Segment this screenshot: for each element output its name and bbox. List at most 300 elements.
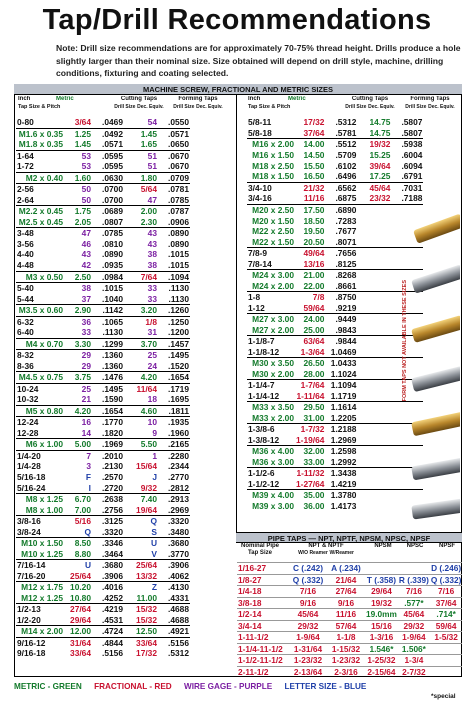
table-row — [16, 239, 190, 250]
cutting-drill: 3.75 — [64, 372, 94, 384]
inch-size: 10-24 — [16, 383, 64, 394]
table-row — [247, 117, 423, 128]
inch-size: 5/8-11 — [248, 117, 272, 128]
pipe-size: 1-1/4-11-1/2 — [237, 643, 289, 655]
pipe-drill: 1-3/4 — [398, 655, 430, 667]
table-row — [247, 128, 423, 139]
forming-drill — [363, 215, 393, 226]
inch-size: 3/4-16 — [248, 193, 272, 204]
inch-size: 3/8-24 — [17, 526, 41, 537]
table-row — [16, 350, 190, 361]
form-taps-note: FORM TAPS NOT AVAILABLE IN THESE SIZES — [402, 280, 408, 402]
table-row — [247, 281, 423, 292]
cutting-drill: 29/64 — [70, 614, 91, 625]
table-row — [247, 259, 423, 270]
inch-size: 3-48 — [16, 228, 64, 239]
col-forming: Forming Taps Drill Size Dec. Equiv. — [173, 96, 223, 110]
forming-decimal: .1200 — [168, 327, 189, 338]
pipe-size: 1/8-27 — [237, 574, 289, 586]
pipe-drill: 1-9/64 — [398, 632, 430, 644]
cutting-decimal: .1820 — [102, 427, 123, 438]
table-row — [16, 316, 190, 327]
table-row — [16, 417, 190, 428]
cutting-decimal: .2130 — [102, 461, 123, 472]
forming-drill: 18 — [147, 394, 157, 405]
inch-size: 1-1/4-7 — [247, 380, 295, 391]
forming-drill: 2.30 — [140, 216, 157, 227]
forming-drill: Q — [130, 516, 160, 527]
table-row — [16, 637, 190, 648]
cutting-drill: 7/8 — [295, 292, 327, 303]
metric-size: M22 x 1.50 — [252, 236, 294, 247]
cutting-drill: 10.20 — [64, 582, 94, 593]
forming-decimal: .0670 — [160, 150, 190, 161]
inch-size: 0-80 — [17, 117, 34, 127]
forming-drill: 51 — [130, 150, 160, 161]
cutting-decimal: .1495 — [94, 383, 124, 394]
pipe-drill: C (.242) — [289, 563, 327, 575]
table-row — [247, 490, 423, 501]
pipe-drill — [430, 666, 462, 677]
forming-drill — [363, 424, 393, 435]
cutting-drill: 47 — [64, 228, 94, 239]
pipe-drill: 9/16 — [327, 597, 365, 609]
forming-drill: 45/64 — [363, 182, 393, 193]
metric-size: M12 x 1.25 — [21, 592, 63, 603]
cutting-drill: 5/16 — [64, 516, 94, 527]
cutting-drill: 59/64 — [303, 302, 325, 313]
pipe-row — [237, 666, 462, 677]
cutting-drill: 50 — [81, 194, 91, 205]
pipe-drill: 7/16 — [398, 586, 430, 598]
table-row — [16, 483, 190, 494]
forming-drill — [363, 479, 393, 490]
forming-drill — [363, 347, 393, 358]
cutting-drill: 33 — [81, 327, 91, 338]
forming-decimal: .1654 — [160, 372, 190, 384]
table-row — [247, 161, 423, 172]
forming-drill: 17.25 — [369, 171, 391, 182]
forming-decimal: .0890 — [160, 228, 190, 239]
cutting-drill: 3 — [86, 461, 91, 472]
forming-decimal: .1960 — [168, 427, 189, 438]
table-row — [16, 560, 190, 571]
forming-decimal: .0670 — [168, 161, 189, 171]
pipe-drill: 37/64 — [430, 597, 462, 609]
cutting-drill: 14 — [81, 427, 91, 438]
cutting-drill: 28.00 — [303, 368, 325, 379]
table-row — [247, 336, 423, 347]
pipe-col-nominal: Nominal Pipe Tap Size — [240, 543, 279, 556]
table-row — [247, 468, 423, 479]
metric-size: M2.2 x 0.45 — [16, 206, 64, 217]
forming-drill: U — [130, 538, 160, 549]
table-row — [16, 538, 190, 549]
cutting-decimal: .1130 — [102, 327, 123, 338]
inch-size: 1-3/8-6 — [247, 424, 295, 435]
table-row — [247, 215, 423, 226]
col-inch: Inch Tap Size & Pitch — [18, 96, 61, 110]
inch-size: 1-8 — [247, 292, 295, 303]
forming-decimal: .5807 — [401, 127, 423, 138]
table-row — [247, 193, 423, 204]
pipe-col-npsm: NPSM — [374, 543, 392, 549]
cutting-decimal: 1.4219 — [330, 478, 357, 489]
forming-drill: 38 — [147, 249, 157, 260]
legend-wire: WIRE GAGE - PURPLE — [183, 682, 273, 691]
table-row — [247, 248, 423, 259]
drill-note: Note: Drill size recommendations are for approximately 70-75% thread height. Drills produce a hole slightly larger than their nominal size. Size obtained will depend on drill style, machine, drilling conditions, fixturing and coating selected. — [56, 43, 461, 78]
forming-decimal: .4921 — [160, 626, 190, 638]
cutting-drill: 8.50 — [64, 538, 94, 549]
metric-size: M16 x 2.00 — [247, 139, 295, 150]
cutting-drill: 35.00 — [295, 490, 327, 501]
forming-decimal: .5312 — [168, 648, 189, 659]
cutting-decimal: .2010 — [94, 450, 124, 461]
table-header: MACHINE SCREW, FRACTIONAL AND METRIC SIZES — [14, 84, 462, 95]
cutting-decimal: .0492 — [94, 128, 124, 139]
table-row — [247, 325, 423, 336]
cutting-decimal: .1360 — [94, 350, 124, 361]
forming-decimal: .0890 — [168, 238, 189, 249]
cutting-drill: 43 — [81, 249, 91, 260]
forming-drill: 25 — [130, 350, 160, 361]
cutting-decimal: 1.2598 — [327, 446, 357, 457]
cutting-decimal: .5709 — [335, 149, 357, 160]
inch-size: 1-1/2-12 — [248, 478, 280, 489]
inch-size: 6-32 — [16, 316, 64, 327]
table-row — [16, 472, 190, 483]
table-row — [247, 226, 423, 237]
inch-size: 1-1/8-12 — [248, 346, 280, 357]
forming-drill: 11/64 — [130, 383, 160, 394]
cutting-drill: 2.50 — [64, 271, 94, 283]
inch-size: 4-40 — [17, 249, 34, 260]
metric-size: M2.5 x 0.45 — [18, 216, 63, 227]
pipe-drill: 21/64 — [327, 574, 365, 586]
cutting-drill: 17.50 — [295, 204, 327, 215]
table-row — [16, 150, 190, 161]
center-divider — [236, 95, 237, 532]
cutting-decimal: 1.2205 — [330, 412, 357, 423]
forming-decimal: .1130 — [160, 283, 190, 294]
metric-size: M3 x 0.50 — [16, 271, 64, 283]
table-row — [16, 249, 190, 260]
table-row — [247, 446, 423, 457]
forming-drill: J — [152, 472, 157, 483]
cutting-decimal: 1.1614 — [327, 402, 357, 413]
tool-steel-2 — [411, 366, 460, 392]
metric-size: M36 x 4.00 — [247, 446, 295, 457]
metric-size: M4.5 x 0.75 — [16, 372, 64, 384]
cutting-decimal: .4844 — [94, 637, 124, 648]
forming-decimal: .1130 — [168, 293, 189, 304]
pipe-drill: 7/16 — [430, 586, 462, 598]
forming-drill — [363, 336, 393, 347]
pipe-drill: 19.0mm — [366, 609, 397, 619]
cutting-drill: 7 — [64, 450, 94, 461]
cutting-decimal: .1299 — [94, 338, 124, 350]
tool-steel-1 — [411, 264, 460, 293]
inch-size: 1/4-20 — [16, 450, 64, 461]
cutting-decimal: .0571 — [102, 139, 123, 149]
forming-decimal: .3480 — [168, 526, 189, 537]
forming-drill: 1.45 — [130, 128, 160, 139]
cutting-drill: 14.50 — [303, 149, 325, 160]
table-row — [16, 172, 190, 184]
cutting-drill: 31/64 — [64, 637, 94, 648]
cutting-drill: 17/32 — [303, 117, 325, 128]
pipe-drill: 2-15/64 — [365, 666, 398, 677]
forming-drill — [363, 314, 393, 325]
color-legend — [14, 682, 462, 691]
table-row — [16, 139, 190, 150]
cutting-drill: 1-3/64 — [300, 346, 325, 357]
cutting-decimal: .0984 — [94, 271, 124, 283]
cutting-drill: 1.45 — [74, 139, 91, 149]
metric-size: M1.8 x 0.35 — [18, 139, 63, 149]
forming-drill: 9 — [152, 427, 157, 438]
cutting-decimal: .0630 — [94, 172, 124, 184]
inch-size: 2-64 — [17, 194, 34, 205]
cutting-drill: 49/64 — [295, 248, 327, 259]
table-row — [247, 391, 423, 402]
forming-drill: 11.00 — [136, 592, 157, 603]
inch-size: 1-64 — [16, 150, 64, 161]
forming-drill — [363, 204, 393, 215]
metric-size: M33 x 3.50 — [247, 402, 295, 413]
cutting-decimal: .2638 — [94, 494, 124, 505]
cutting-decimal: .4724 — [94, 626, 124, 638]
cutting-decimal: .1969 — [94, 439, 124, 451]
table-row — [247, 424, 423, 435]
forming-drill — [363, 391, 393, 402]
pipe-drill: 1-5/32 — [430, 632, 462, 644]
pipe-row — [237, 632, 462, 644]
table-row — [16, 117, 190, 128]
inch-size: 1-1/2-6 — [247, 468, 295, 479]
forming-decimal: .0906 — [168, 216, 189, 227]
forming-decimal: .2280 — [160, 450, 190, 461]
pipe-drill: 59/64 — [430, 620, 462, 632]
table-row — [247, 237, 423, 248]
forming-decimal: .1094 — [160, 271, 190, 283]
pipe-drill: 1-23/32 — [327, 655, 365, 667]
cutting-drill: 63/64 — [295, 336, 327, 347]
forming-decimal: .4062 — [168, 570, 189, 581]
table-row — [16, 516, 190, 527]
cutting-decimal: 1.1719 — [330, 390, 357, 401]
cutting-drill: 8.80 — [74, 548, 91, 559]
forming-decimal: .7188 — [401, 193, 423, 204]
metric-size: M24 x 2.00 — [252, 280, 294, 291]
forming-decimal: .3906 — [160, 560, 190, 571]
metric-size: M5 x 0.80 — [16, 405, 64, 417]
cutting-decimal: .4531 — [102, 614, 123, 625]
forming-decimal: .1250 — [160, 316, 190, 327]
table-row — [247, 139, 423, 150]
pipe-drill: 27/64 — [327, 586, 365, 598]
forming-decimal: .1811 — [160, 405, 190, 417]
table-row — [16, 450, 190, 461]
cutting-decimal: .1770 — [94, 417, 124, 428]
pipe-drill: 57/64 — [327, 620, 365, 632]
pipe-drill: D (.246) — [431, 563, 462, 573]
tap-tools-image — [408, 212, 460, 532]
forming-decimal: .3770 — [168, 548, 189, 559]
forming-drill — [363, 446, 393, 457]
forming-decimal: .4130 — [160, 582, 190, 593]
forming-decimal: .2770 — [168, 472, 189, 483]
inch-size: 9/16-18 — [17, 648, 46, 659]
forming-drill: 51 — [147, 161, 157, 171]
cutting-drill: 1-7/64 — [295, 380, 327, 391]
table-row — [16, 305, 190, 317]
pipe-drill — [430, 655, 462, 667]
cutting-drill: 29 — [64, 350, 94, 361]
cutting-drill: 4.20 — [64, 405, 94, 417]
inch-size: 1-1/4-12 — [248, 390, 280, 401]
pipe-row — [237, 563, 462, 575]
forming-drill: 47 — [147, 194, 157, 205]
forming-drill: 43 — [130, 228, 160, 239]
forming-decimal: .1015 — [168, 249, 189, 260]
inch-size: 1-12 — [248, 302, 265, 313]
pipe-drill: 19/32 — [365, 597, 398, 609]
metric-size: M18 x 2.50 — [252, 160, 294, 171]
forming-drill — [363, 259, 393, 270]
cutting-decimal: .4016 — [94, 582, 124, 593]
table-row — [247, 292, 423, 303]
pipe-size: 1-1/2-11-1/2 — [237, 655, 289, 667]
tool-gold-3 — [411, 412, 460, 437]
forming-decimal: .0571 — [160, 128, 190, 139]
cutting-drill: 21.00 — [295, 270, 327, 281]
tool-steel-4 — [411, 498, 460, 519]
metric-size: M30 x 2.00 — [252, 368, 294, 379]
cutting-decimal: .0890 — [102, 249, 123, 260]
cutting-decimal: .0785 — [94, 228, 124, 239]
forming-drill: 5.50 — [130, 439, 160, 451]
cutting-decimal: 1.2992 — [330, 456, 357, 467]
cutting-decimal: .5781 — [335, 127, 357, 138]
forming-drill: 3.70 — [130, 338, 160, 350]
cutting-drill: 24.00 — [295, 314, 327, 325]
inch-size: 7/8-9 — [247, 248, 295, 259]
forming-drill: 13/32 — [136, 570, 157, 581]
table-row — [247, 380, 423, 391]
cutting-drill: 27/64 — [64, 604, 94, 615]
legend-fractional: FRACTIONAL - RED — [94, 682, 172, 691]
pipe-row — [237, 586, 462, 598]
cutting-decimal: .4219 — [94, 604, 124, 615]
cutting-decimal: .3125 — [94, 516, 124, 527]
pipe-drill: R (.339) — [398, 574, 429, 585]
tool-gold-1 — [413, 214, 460, 244]
forming-drill: 2.00 — [130, 206, 160, 217]
forming-drill: Z — [130, 582, 160, 593]
forming-drill — [363, 281, 393, 292]
table-row — [247, 347, 423, 358]
forming-drill: 33 — [147, 293, 157, 304]
forming-drill: 7.40 — [130, 494, 160, 505]
table-row — [16, 428, 190, 439]
table-row — [16, 271, 190, 283]
metric-size: M20 x 2.50 — [247, 204, 295, 215]
legend-metric: METRIC - GREEN — [14, 682, 82, 691]
forming-drill: 19/64 — [136, 504, 157, 515]
pipe-drill: 2-7/32 — [398, 666, 430, 677]
cutting-drill: 22.00 — [303, 280, 325, 291]
pipe-drill: 7/16 — [289, 586, 327, 598]
pipe-drill: 15/16 — [365, 620, 398, 632]
col-cutting-right: Cutting Taps Drill Size Dec. Equiv. — [345, 96, 395, 110]
forming-drill — [363, 457, 393, 468]
forming-drill: 12.50 — [130, 626, 160, 638]
cutting-decimal: .6562 — [327, 182, 357, 193]
inch-size: 7/16-14 — [16, 560, 64, 571]
cutting-decimal: 1.0469 — [330, 346, 357, 357]
table-row — [16, 206, 190, 217]
table-row — [247, 413, 423, 424]
metric-size: M1.6 x 0.35 — [16, 128, 64, 139]
cutting-decimal: .9844 — [327, 336, 357, 347]
pipe-size: 3/4-14 — [237, 620, 289, 632]
pipe-drill: 2-13/64 — [289, 666, 327, 677]
forming-drill: 38 — [147, 260, 157, 271]
pipe-drill: 45/64 — [289, 609, 327, 621]
metric-size: M27 x 3.00 — [247, 314, 295, 325]
forming-decimal: .6004 — [401, 149, 423, 160]
pipe-col-npt: NPT & NPTF W/O Reamer W/Reamer — [298, 543, 354, 556]
pipe-row — [237, 620, 462, 632]
table-row — [247, 479, 423, 490]
cutting-drill: 38 — [64, 283, 94, 294]
inch-size: 1/4-28 — [17, 461, 41, 472]
forming-decimal: .0650 — [168, 139, 189, 149]
table-row — [16, 648, 190, 659]
forming-drill: 14.75 — [369, 117, 391, 128]
forming-drill: 15/32 — [130, 604, 160, 615]
cutting-drill: Q — [84, 526, 91, 537]
cutting-drill: 20.50 — [303, 236, 325, 247]
cutting-drill: 2.90 — [64, 305, 94, 317]
cutting-drill: U — [64, 560, 94, 571]
inch-size: 5-44 — [17, 293, 34, 304]
cutting-drill: 14.00 — [295, 139, 327, 150]
tool-gold-2 — [411, 315, 460, 343]
table-row — [16, 184, 190, 195]
table-row — [16, 294, 190, 305]
cutting-drill: 29.50 — [295, 402, 327, 413]
table-row — [16, 128, 190, 139]
forming-decimal: .3680 — [160, 538, 190, 549]
cutting-decimal: .7677 — [335, 226, 357, 237]
inch-size: 7/8-14 — [248, 258, 272, 269]
cutting-decimal: .1015 — [94, 283, 124, 294]
cutting-drill: 37 — [81, 293, 91, 304]
table-row — [247, 303, 423, 314]
inch-size: 5/8-18 — [248, 127, 272, 138]
inch-size: 1/2-20 — [17, 614, 41, 625]
cutting-drill: 1.25 — [64, 128, 94, 139]
pipe-drill: 29/32 — [289, 620, 327, 632]
pipe-drill: Q (.332) — [289, 574, 327, 586]
inch-size: 5/16-18 — [17, 472, 46, 483]
cutting-decimal: .0469 — [102, 117, 123, 127]
cutting-decimal: .8125 — [335, 258, 357, 269]
cutting-drill: 1-27/64 — [296, 478, 325, 489]
